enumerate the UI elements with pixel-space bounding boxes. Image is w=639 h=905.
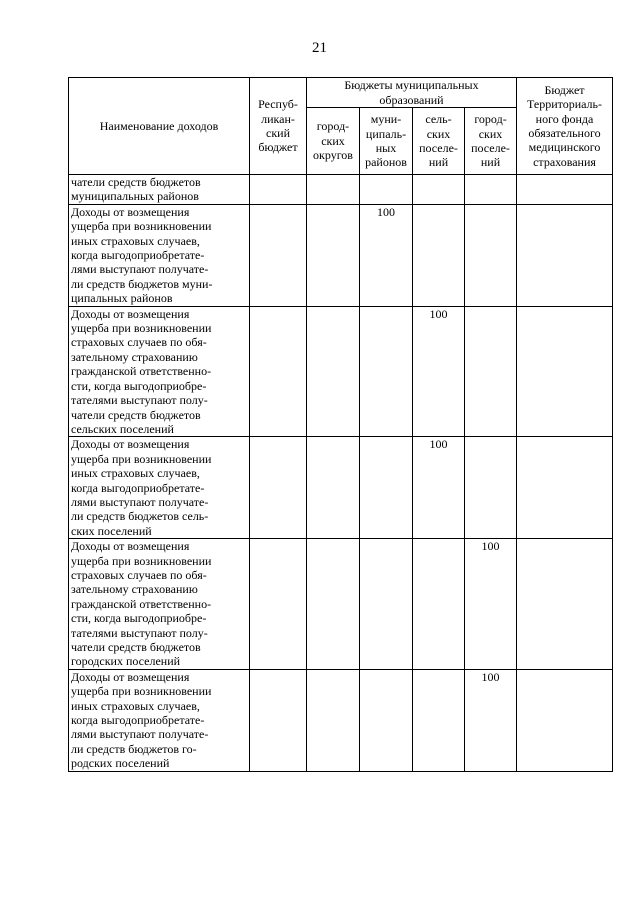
table-row <box>69 669 613 771</box>
cell-municipal-districts <box>360 539 413 670</box>
header-urban-settlements: город- ских поселе- ний <box>465 108 517 175</box>
cell-city-districts <box>307 437 360 539</box>
cell-municipal-districts <box>360 175 413 205</box>
cell-urban-settlements: 100 <box>465 539 517 670</box>
cell-rural-settlements: 100 <box>413 306 465 437</box>
header-municipal-budgets: Бюджеты муниципальных образований <box>307 78 517 108</box>
cell-republican <box>250 437 307 539</box>
cell-territorial-fund <box>517 306 613 437</box>
cell-rural-settlements <box>413 539 465 670</box>
cell-urban-settlements <box>465 437 517 539</box>
cell-city-districts <box>307 669 360 771</box>
cell-income-name: Доходы от возмещения ущерба при возникновении иных страховых случаев, когда выгодоприобретате- лями выступают получате- ли средств бюджетов муни- ципальных районов <box>69 204 250 306</box>
cell-income-name: Доходы от возмещения ущерба при возникновении иных страховых случаев, когда выгодоприобретате- лями выступают получате- ли средств бюджетов сель- ских поселений <box>69 437 250 539</box>
cell-city-districts <box>307 539 360 670</box>
header-territorial-fund-budget: Бюджет Территориаль- ного фонда обязательного медицинского страхования <box>517 78 613 175</box>
cell-rural-settlements <box>413 669 465 771</box>
cell-municipal-districts <box>360 306 413 437</box>
cell-city-districts <box>307 306 360 437</box>
cell-territorial-fund <box>517 669 613 771</box>
cell-republican <box>250 175 307 205</box>
table-row <box>69 437 613 539</box>
cell-territorial-fund <box>517 437 613 539</box>
cell-rural-settlements: 100 <box>413 437 465 539</box>
cell-income-name: Доходы от возмещения ущерба при возникновении иных страховых случаев, когда выгодоприобретате- лями выступают получате- ли средств бюджетов го- родских поселений <box>69 669 250 771</box>
table-row <box>69 175 613 205</box>
cell-rural-settlements <box>413 175 465 205</box>
cell-city-districts <box>307 175 360 205</box>
table-row <box>69 204 613 306</box>
cell-territorial-fund <box>517 539 613 670</box>
cell-income-name: чатели средств бюджетов муниципальных районов <box>69 175 250 205</box>
cell-urban-settlements <box>465 204 517 306</box>
cell-territorial-fund <box>517 175 613 205</box>
cell-republican <box>250 204 307 306</box>
table-row <box>69 306 613 437</box>
cell-municipal-districts <box>360 669 413 771</box>
header-municipal-districts: муни- ципаль- ных районов <box>360 108 413 175</box>
cell-urban-settlements <box>465 306 517 437</box>
cell-municipal-districts <box>360 437 413 539</box>
cell-income-name: Доходы от возмещения ущерба при возникновении страховых случаев по обя- зательному страхованию гражданской ответственно- сти, когда выгодоприобре- тателями выступают полу- чатели средств бюджетов сельских поселений <box>69 306 250 437</box>
cell-republican <box>250 669 307 771</box>
table-row <box>69 539 613 670</box>
cell-city-districts <box>307 204 360 306</box>
header-rural-settlements: сель- ских поселе- ний <box>413 108 465 175</box>
cell-urban-settlements: 100 <box>465 669 517 771</box>
cell-rural-settlements <box>413 204 465 306</box>
header-city-districts: город- ских округов <box>307 108 360 175</box>
header-republican-budget: Респуб- ликан- ский бюджет <box>250 78 307 175</box>
cell-income-name: Доходы от возмещения ущерба при возникновении страховых случаев по обя- зательному страхованию гражданской ответственно- сти, когда выгодоприобре- тателями выступают полу- чатели средств бюджетов городских поселений <box>69 539 250 670</box>
cell-republican <box>250 306 307 437</box>
cell-territorial-fund <box>517 204 613 306</box>
cell-municipal-districts: 100 <box>360 204 413 306</box>
page-number: 21 <box>312 40 327 56</box>
cell-republican <box>250 539 307 670</box>
income-distribution-table <box>68 77 613 772</box>
cell-urban-settlements <box>465 175 517 205</box>
header-income-name: Наименование доходов <box>69 78 250 175</box>
